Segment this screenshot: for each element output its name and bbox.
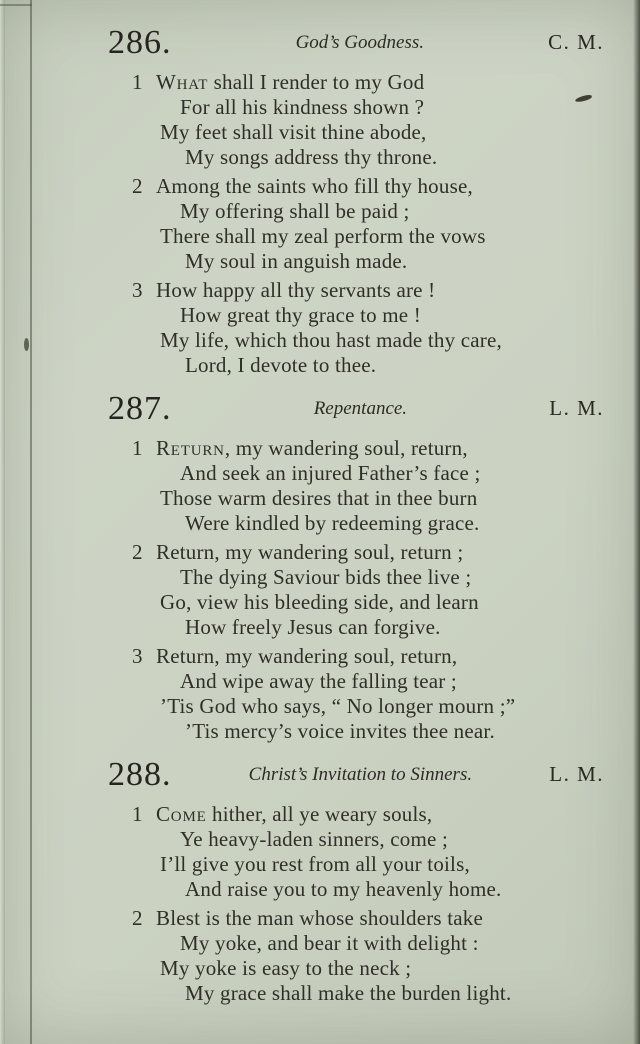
hymn-line: Those warm desires that in thee burn <box>160 486 478 510</box>
verse-number: 2 <box>132 906 143 930</box>
stanza <box>108 278 604 378</box>
hymn-title: God’s Goodness. <box>295 32 424 53</box>
stanza <box>108 70 604 170</box>
line-text: shall I render to my God <box>208 70 425 94</box>
hymn-line: Lord, I devote to thee. <box>185 353 377 377</box>
hymn-line <box>108 906 604 931</box>
hymn-number: 287. <box>108 390 172 427</box>
hymn-line: The dying Saviour bids thee live ; <box>180 565 472 589</box>
line-text: , my wandering soul, return, <box>224 436 468 460</box>
hymn-line <box>108 436 604 461</box>
hymn-number: 288. <box>108 756 172 793</box>
hymn-line: ’Tis God who says, “ No longer mourn ;” <box>160 694 516 718</box>
lead-word: What <box>156 70 209 94</box>
hymn-line: My yoke, and bear it with delight : <box>180 931 479 955</box>
hymn-line: There shall my zeal perform the vows <box>160 224 486 248</box>
hymn-line: ’Tis mercy’s voice invites thee near. <box>185 719 495 743</box>
hymn-line <box>108 644 604 669</box>
hymn-section-288 <box>108 756 604 1006</box>
hymn-line: How great thy grace to me ! <box>180 303 421 327</box>
hymn-line: My feet shall visit thine abode, <box>160 120 427 144</box>
verse-number: 3 <box>132 644 143 668</box>
stanza <box>108 436 604 536</box>
hymn-header <box>108 756 604 794</box>
hymn-line: I’ll give you rest from all your toils, <box>160 852 470 876</box>
hymn-line: My yoke is easy to the neck ; <box>160 956 412 980</box>
verse-number: 1 <box>132 436 143 460</box>
line-text: Return, my wandering soul, return ; <box>156 540 464 564</box>
verse-number: 3 <box>132 278 143 302</box>
hymn-section-287 <box>108 390 604 744</box>
verse-number: 1 <box>132 70 143 94</box>
verse-number: 2 <box>132 540 143 564</box>
stanza <box>108 540 604 640</box>
hymn-line <box>108 174 604 199</box>
hymn-line: My offering shall be paid ; <box>180 199 410 223</box>
hymn-header <box>108 390 604 428</box>
line-text: hither, all ye weary souls, <box>206 802 433 826</box>
hymn-line <box>108 540 604 565</box>
stanza <box>108 174 604 274</box>
hymn-line <box>108 70 604 95</box>
hymn-header <box>108 24 604 62</box>
lead-word: Come <box>156 802 207 826</box>
hymn-title: Repentance. <box>313 398 408 419</box>
line-text: How happy all thy servants are ! <box>156 278 436 302</box>
hymn-line: Ye heavy-laden sinners, come ; <box>180 827 449 851</box>
hymn-line <box>108 278 604 303</box>
hymn-line: My grace shall make the burden light. <box>185 981 512 1005</box>
stanza <box>108 802 604 902</box>
line-text: Return, my wandering soul, return, <box>156 644 458 668</box>
stanza <box>108 644 604 744</box>
stanza <box>108 906 604 1006</box>
line-text: Blest is the man whose shoulders take <box>156 906 484 930</box>
hymn-line <box>108 802 604 827</box>
hymn-line: And wipe away the falling tear ; <box>180 669 457 693</box>
line-text: Among the saints who fill thy house, <box>156 174 473 198</box>
hymn-line: My soul in anguish made. <box>185 249 408 273</box>
hymn-number: 286. <box>108 24 172 61</box>
hymn-line: My life, which thou hast made thy care, <box>160 328 502 352</box>
verse-number: 1 <box>132 802 143 826</box>
hymn-line: And seek an injured Father’s face ; <box>180 461 481 485</box>
hymn-meter: L. M. <box>549 396 604 420</box>
hymn-line: And raise you to my heavenly home. <box>185 877 502 901</box>
hymn-title: Christ’s Invitation to Sinners. <box>248 764 473 785</box>
hymn-section-286 <box>108 24 604 378</box>
hymn-meter: C. M. <box>548 30 604 54</box>
verse-number: 2 <box>132 174 143 198</box>
hymn-line: Go, view his bleeding side, and learn <box>160 590 479 614</box>
hymn-line: My songs address thy throne. <box>185 145 438 169</box>
hymn-meter: L. M. <box>549 762 604 786</box>
hymn-line: For all his kindness shown ? <box>180 95 425 119</box>
lead-word: Return <box>156 436 225 460</box>
hymn-line: How freely Jesus can forgive. <box>185 615 441 639</box>
hymn-line: Were kindled by redeeming grace. <box>185 511 480 535</box>
